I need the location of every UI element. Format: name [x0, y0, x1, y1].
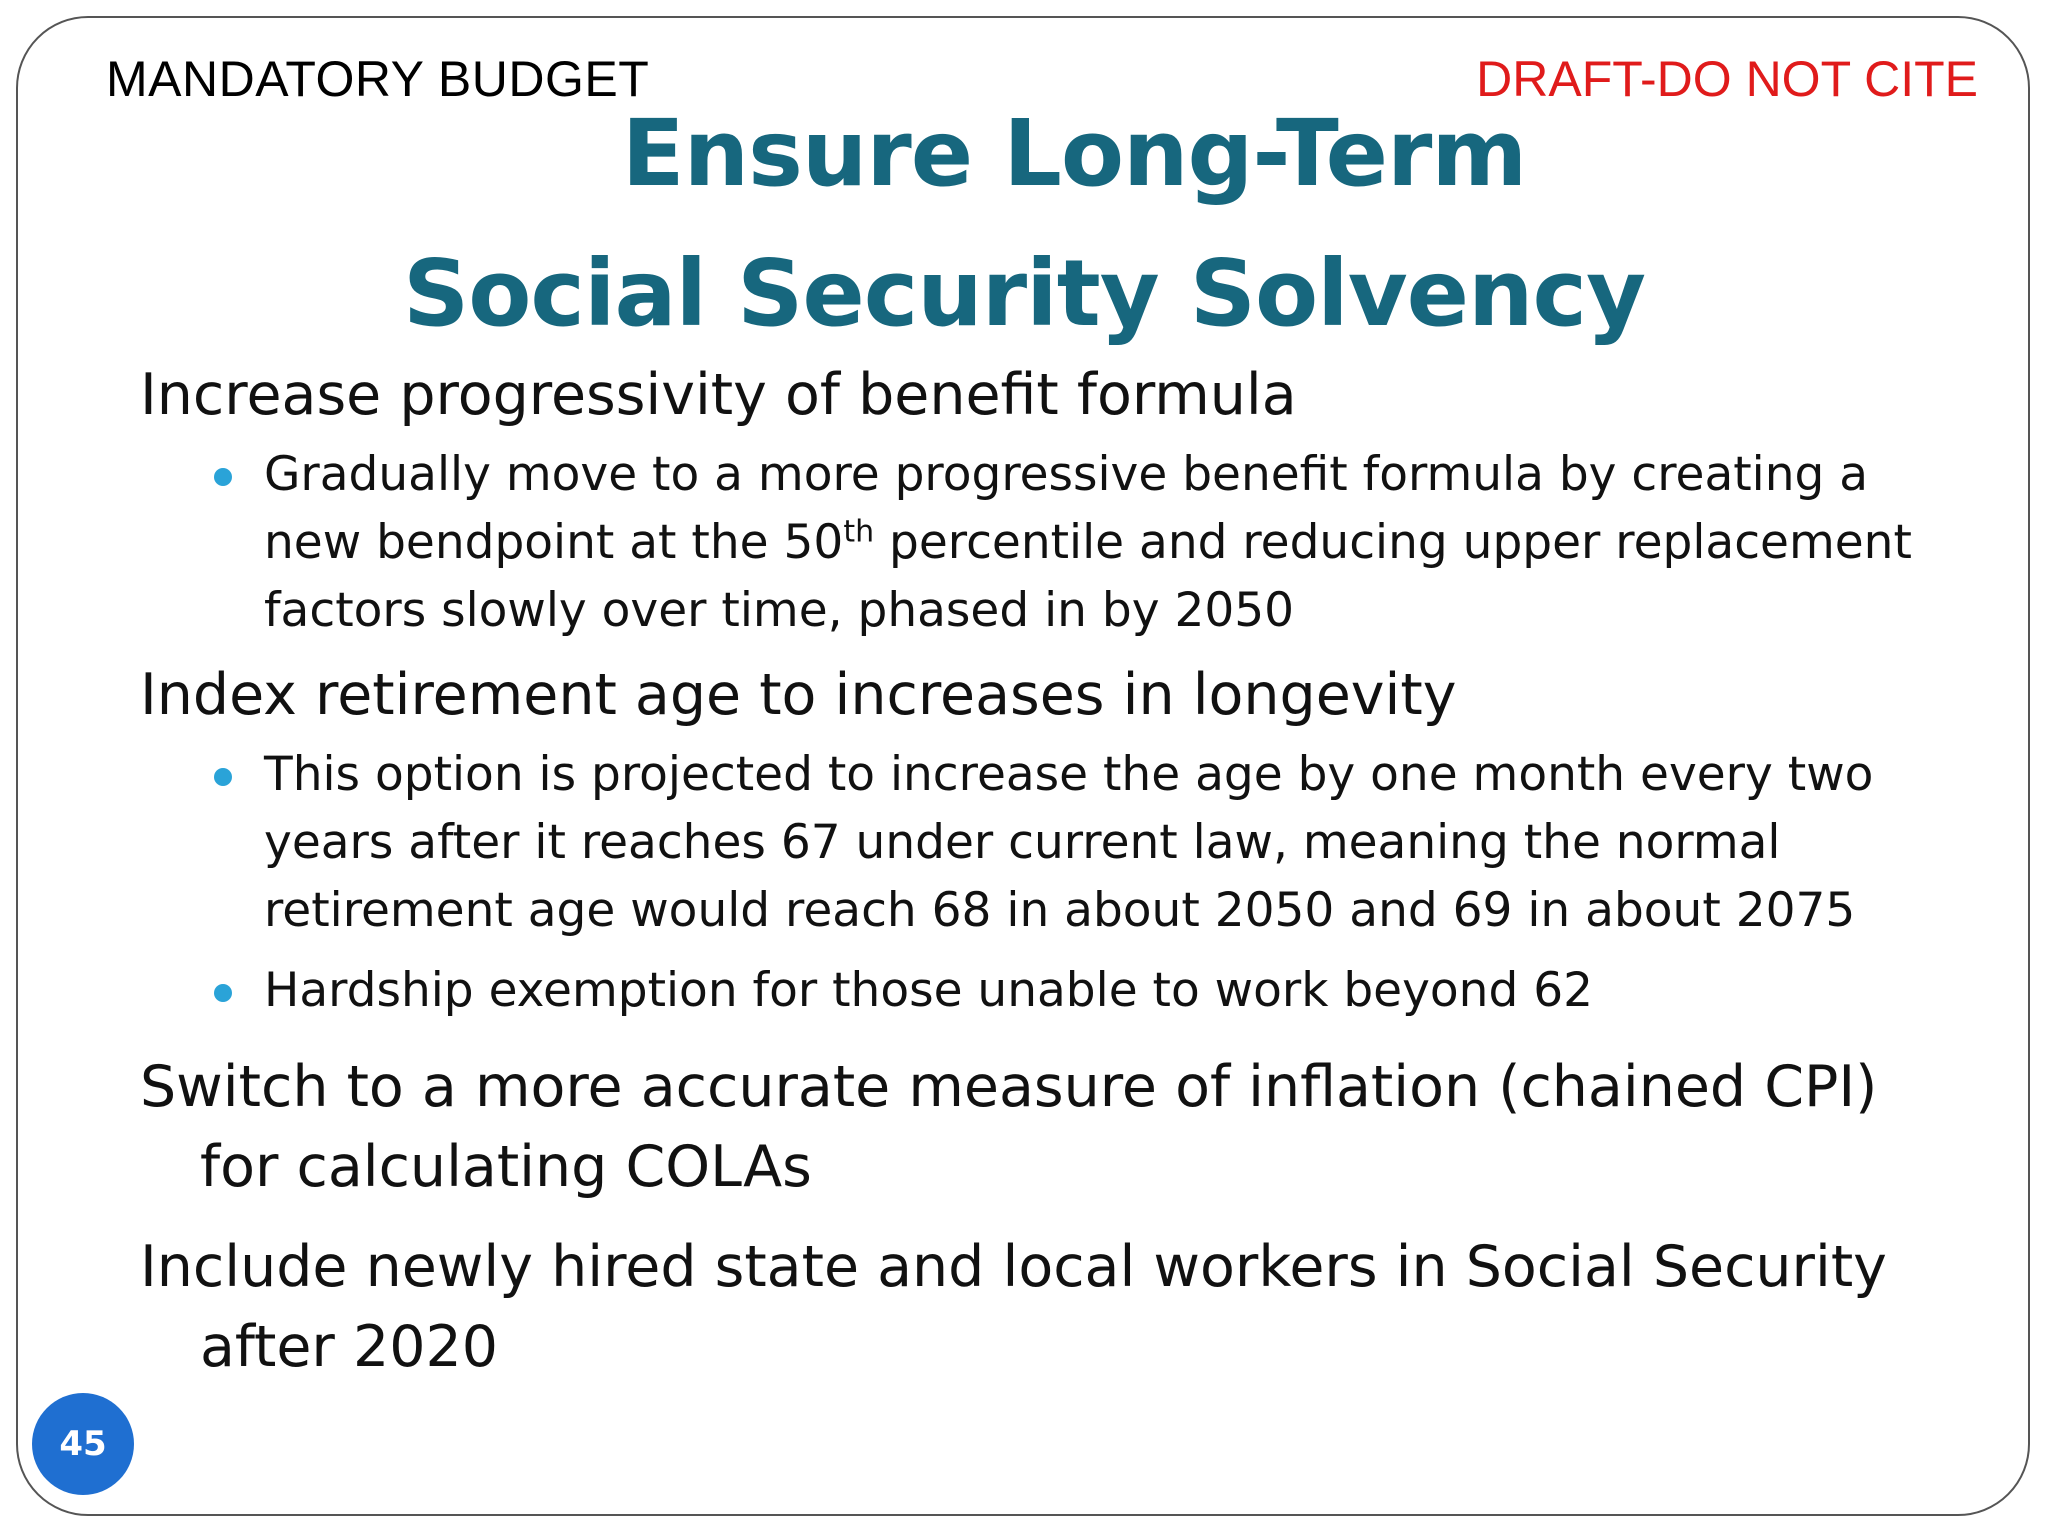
- point-progressivity: Increase progressivity of benefit formula: [140, 362, 1297, 428]
- point-retirement-age: Index retirement age to increases in longevity: [140, 662, 1457, 728]
- draft-notice: DRAFT-DO NOT CITE: [1476, 51, 1978, 107]
- sub-point-text: percentile and reducing upper replacement factors slowly over time, phased in by 2050: [264, 515, 1912, 638]
- sub-point-bendpoint: [264, 441, 1964, 645]
- slide-title-line-1: Ensure Long-Term: [621, 100, 1527, 207]
- sub-point-text: Gradually move to a more progressive benefit formula by creating a new bendpoint at the 50: [264, 447, 1869, 570]
- header-left-label: MANDATORY BUDGET: [106, 51, 650, 107]
- sub-point-projection: [264, 741, 1964, 945]
- bullet-icon: [214, 984, 232, 1002]
- page-number-badge: 45: [32, 1393, 134, 1495]
- point-state-local-workers: Include newly hired state and local workers in Social Security after 2020: [140, 1234, 1887, 1380]
- bullet-icon: [214, 768, 232, 786]
- sub-point-hardship: [264, 957, 1964, 1025]
- sub-point-text: This option is projected to increase the age by one month every two years after it reaches 67 under current law, meaning the normal retirement age would reach 68 in about 2050 and 69 in about 2075: [264, 747, 1874, 938]
- slide-title-line-2: Social Security Solvency: [402, 240, 1646, 347]
- superscript: th: [843, 514, 875, 550]
- point-chained-cpi: Switch to a more accurate measure of inflation (chained CPI) for calculating COLAs: [140, 1054, 1878, 1200]
- slide-body: [140, 355, 1940, 1387]
- bullet-icon: [214, 468, 232, 486]
- sub-point-text: Hardship exemption for those unable to work beyond 62: [264, 963, 1594, 1018]
